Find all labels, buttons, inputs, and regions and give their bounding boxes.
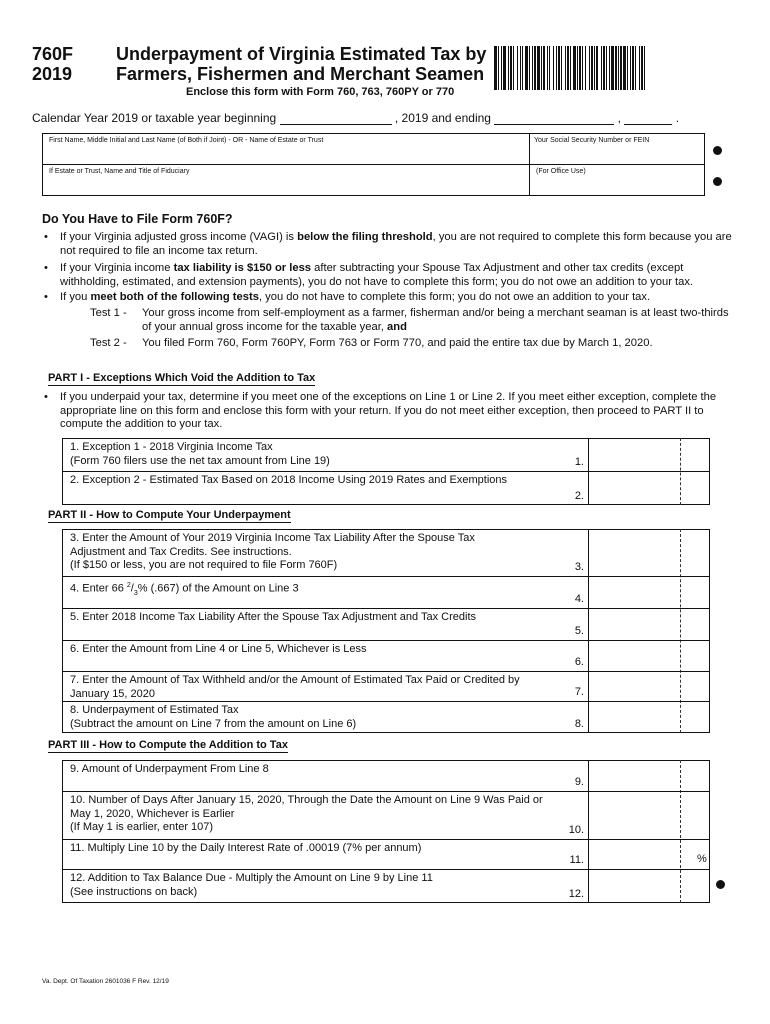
line-8-description: 8. Underpayment of Estimated Tax (Subtract the amount on Line 7 from the amount on Line 6) <box>70 704 357 730</box>
test-2-label: Test 2 - <box>90 337 127 349</box>
name-label: First Name, Middle Initial and Last Name (of Both if Joint) - OR - Name of Estate or Trust <box>49 137 324 144</box>
part-3-heading: PART III - How to Compute the Addition to Tax <box>48 739 288 751</box>
line-3-description: 3. Enter the Amount of Your 2019 Virginia Income Tax Liability After the Spouse Tax Adjustment and Tax Credits. See instructions. (If $150 or less, you are not required to file Form 760F) <box>70 532 475 571</box>
line-12-amount-field[interactable] <box>590 870 708 902</box>
line-10-amount-field[interactable] <box>590 792 708 838</box>
line-9-description: 9. Amount of Underpayment From Line 8 <box>70 763 269 775</box>
line-9-amount-field[interactable] <box>590 761 708 790</box>
test-2 <box>90 337 730 351</box>
barcode <box>494 46 738 90</box>
line-number: 8. <box>574 718 584 730</box>
percent-sign: % <box>697 853 707 865</box>
line-text: % (.667) of the Amount on Line 3 <box>137 582 299 595</box>
fiduciary-label: If Estate or Trust, Name and Title of Fiduciary <box>49 168 190 175</box>
calendar-comma: , <box>617 111 621 125</box>
bullet-icon: • <box>44 391 48 403</box>
office-use-label: (For Office Use) <box>536 168 586 175</box>
filing-bullet-2 <box>42 262 732 289</box>
part-1-note-text: If you underpaid your tax, determine if you meet one of the exceptions on Line 1 or Line 2. If you meet either exception, complete the appropriate line on this form and enclose this form with your return. If you do not meet either exception, then proceed to PART II to compute the addition to your tax. <box>60 391 717 430</box>
part-2-heading: PART II - How to Compute Your Underpayment <box>48 509 291 521</box>
line-number: 3. <box>574 561 584 573</box>
taxable-year-end-field[interactable] <box>494 115 614 125</box>
registration-dot-icon <box>716 880 725 889</box>
line-5-description: 5. Enter 2018 Income Tax Liability After the Spouse Tax Adjustment and Tax Credits <box>70 611 477 623</box>
filing-bullet-3 <box>42 291 732 305</box>
line-number: 11. <box>569 854 584 866</box>
calendar-period: . <box>675 111 680 125</box>
bullet-3-text-a: If you <box>60 291 91 303</box>
fiduciary-field[interactable] <box>42 164 530 196</box>
form-year: 2019 <box>32 64 73 84</box>
line-7-description: 7. Enter the Amount of Tax Withheld and/or the Amount of Estimated Tax Paid or Credited by January 15, 2020 <box>70 674 520 700</box>
line-number: 1. <box>574 456 584 468</box>
bullet-3-bold: meet both of the following tests <box>90 291 259 303</box>
fraction-denominator: 3 <box>133 589 138 597</box>
test-1-text: Your gross income from self-employment as a farmer, fisherman and/or being a merchant seaman is at least two-thirds of your annual gross income for the taxable year, <box>142 307 729 333</box>
test-1-label: Test 1 - <box>90 307 127 319</box>
line-11-amount-field[interactable] <box>590 840 708 868</box>
line-text: 4. Enter 66 <box>70 582 127 595</box>
line-number: 6. <box>574 656 584 668</box>
ssn-field[interactable] <box>529 133 705 165</box>
fraction-numerator: 2 <box>126 582 131 589</box>
bullet-icon: • <box>44 231 48 243</box>
line-number: 12. <box>568 888 584 900</box>
line-10-description: 10. Number of Days After January 15, 2020, Through the Date the Amount on Line 9 Was Paid or May 1, 2020, Whichever is Earlier (If May 1 is earlier, enter 107) <box>70 794 543 833</box>
line-5-amount-field[interactable] <box>590 609 708 639</box>
line-number: 10. <box>568 824 584 836</box>
line-4-description: 4. Enter 66 $^2/_3\%$ (.667) of the Amount on Line 3 <box>70 582 299 597</box>
name-field[interactable] <box>42 133 530 165</box>
test-1-bold: and <box>387 320 407 333</box>
amount-column-divider <box>588 529 589 733</box>
line-6-description: 6. Enter the Amount from Line 4 or Line 5, Whichever is Less <box>70 643 367 655</box>
calendar-prefix: Calendar Year 2019 or taxable year beginning <box>32 111 277 125</box>
line-6-amount-field[interactable] <box>590 641 708 670</box>
enclose-note: Enclose this form with Form 760, 763, 760PY or 770 <box>186 86 455 98</box>
test-2-text: You filed Form 760, Form 760PY, Form 763 or Form 770, and paid the entire tax due by March 1, 2020. <box>142 337 653 349</box>
taxable-year-begin-field[interactable] <box>280 115 392 125</box>
line-2-amount-field[interactable] <box>590 472 708 504</box>
filing-heading: Do You Have to File Form 760F? <box>42 212 233 226</box>
test-1 <box>90 307 730 335</box>
bullet-icon: • <box>44 262 48 274</box>
bullet-icon: • <box>44 291 48 303</box>
line-number: 7. <box>574 686 584 698</box>
line-12-description: 12. Addition to Tax Balance Due - Multiply the Amount on Line 9 by Line 11 (See instructions on back) <box>70 872 433 898</box>
line-number: 2. <box>574 490 584 502</box>
filing-bullet-1 <box>42 231 732 258</box>
line-3-amount-field[interactable] <box>590 530 708 575</box>
office-use-box <box>529 164 705 196</box>
line-7-amount-field[interactable] <box>590 672 708 700</box>
bullet-2-text-a: If your Virginia income <box>60 262 174 274</box>
bullet-3-text-b: , you do not have to complete this form; you do not owe an addition to your tax. <box>258 291 651 303</box>
line-number: 9. <box>574 776 584 788</box>
bullet-2-bold: tax liability is $150 or less <box>173 262 312 274</box>
calendar-middle: , 2019 and ending <box>394 111 491 125</box>
form-title <box>116 44 486 84</box>
bullet-2-text-b: after subtracting your Spouse Tax Adjustment and other tax credits (except withholding, estimated, and extension payments), you do not have to complete this form; you do not owe an addition to your tax. <box>60 262 694 288</box>
part-1-heading: PART I - Exceptions Which Void the Addition to Tax <box>48 372 316 384</box>
part-1-note <box>42 391 732 432</box>
bullet-1-bold: below the filing threshold <box>297 231 433 243</box>
registration-dot-icon <box>713 177 722 186</box>
title-line-2: Farmers, Fishermen and Merchant Seamen <box>116 64 485 84</box>
line-1-description: 1. Exception 1 - 2018 Virginia Income Tax (Form 760 filers use the net tax amount from Line 19) <box>70 441 330 467</box>
title-line-1: Underpayment of Virginia Estimated Tax by <box>116 44 487 64</box>
footer-rev: Va. Dept. Of Taxation 2601036 F Rev. 12/19 <box>42 978 169 985</box>
bullet-1-text-a: If your Virginia adjusted gross income (VAGI) is <box>60 231 298 243</box>
line-number: 5. <box>574 625 584 637</box>
barcode-bar <box>644 46 645 90</box>
amount-column-divider <box>588 760 589 903</box>
line-8-amount-field[interactable] <box>590 702 708 732</box>
form-number-block <box>32 44 73 84</box>
form-number: 760F <box>32 44 74 64</box>
bullet-1-text-b: , you are not required to complete this form because you are not required to file an income tax return. <box>60 231 732 257</box>
ssn-label: Your Social Security Number or FEIN <box>534 137 650 144</box>
line-2-description: 2. Exception 2 - Estimated Tax Based on 2018 Income Using 2019 Rates and Exemptions <box>70 474 507 486</box>
line-11-description: 11. Multiply Line 10 by the Daily Interest Rate of .00019 (7% per annum) <box>70 842 422 854</box>
registration-dot-icon <box>713 146 722 155</box>
calendar-year-line <box>32 111 679 125</box>
line-number: 4. <box>574 593 584 605</box>
taxable-year-end-year-field[interactable] <box>624 115 672 125</box>
line-4-amount-field[interactable] <box>590 577 708 607</box>
line-1-amount-field[interactable] <box>590 439 708 470</box>
